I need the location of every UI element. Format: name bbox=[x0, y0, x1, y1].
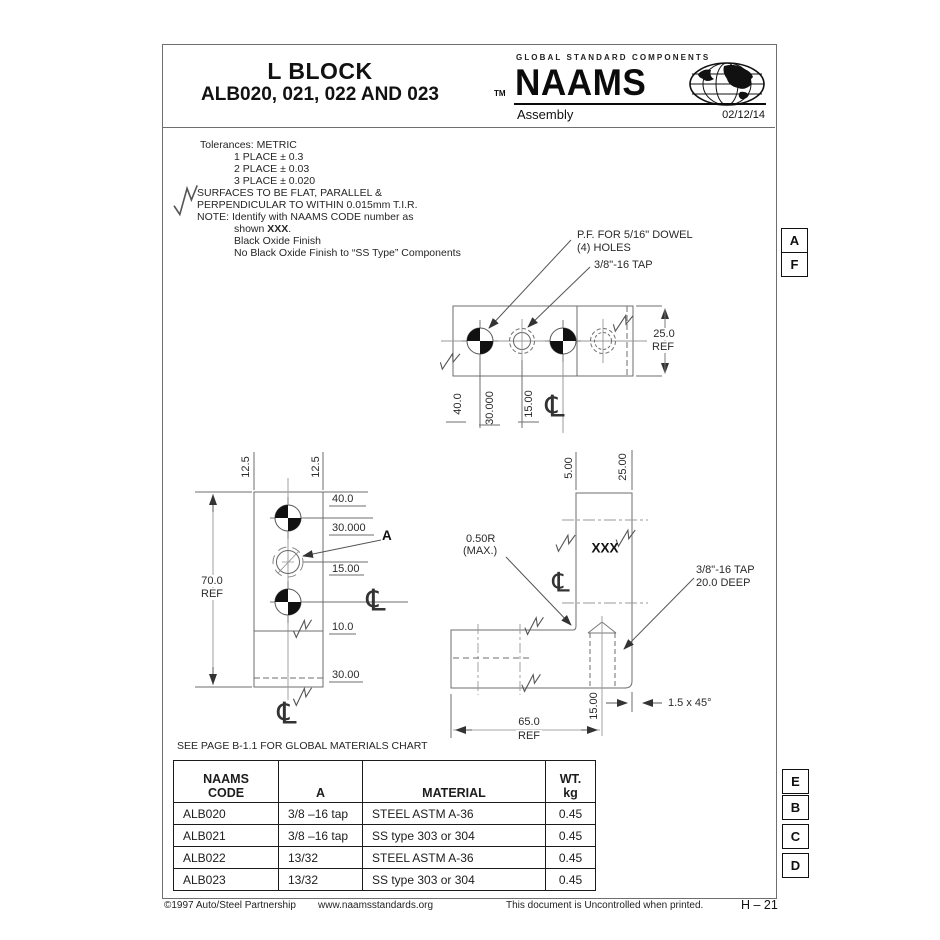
globe-icon bbox=[688, 61, 768, 109]
col-header-naams-code: NAAMS CODE bbox=[174, 761, 279, 803]
cell-material: SS type 303 or 304 bbox=[363, 825, 546, 847]
cell-wt: 0.45 bbox=[546, 847, 596, 869]
website-link: www.naamsstandards.org bbox=[318, 900, 434, 911]
zone-marker-f: F bbox=[781, 252, 808, 277]
brand-subtitle: Assembly bbox=[517, 107, 574, 122]
brand-logo-text: NAAMS bbox=[515, 62, 647, 103]
cell-a: 13/32 bbox=[279, 847, 363, 869]
page-title: L BLOCK bbox=[267, 58, 373, 84]
dim-label: 30.000 bbox=[332, 522, 366, 534]
revision-date: 02/12/14 bbox=[722, 109, 765, 121]
dim-label: 40.0 bbox=[452, 393, 464, 415]
cell-code: ALB021 bbox=[174, 825, 279, 847]
cell-code: ALB020 bbox=[174, 803, 279, 825]
tolerance-line: 2 PLACE ± 0.03 bbox=[234, 163, 310, 175]
table-row bbox=[174, 847, 596, 869]
brand-underline bbox=[514, 103, 766, 105]
col-header-a: A bbox=[279, 761, 363, 803]
materials-table bbox=[173, 760, 596, 891]
finish-flag-icon bbox=[439, 349, 460, 373]
radius-callout-line2: (MAX.) bbox=[463, 545, 498, 557]
dowel-callout-line2: (4) HOLES bbox=[577, 242, 631, 254]
dim-label: 10.0 bbox=[332, 621, 354, 633]
tap-depth-callout-line2: 20.0 DEEP bbox=[696, 577, 751, 589]
dim-label: 40.0 bbox=[332, 493, 354, 505]
cell-wt: 0.45 bbox=[546, 869, 596, 891]
zone-marker-a: A bbox=[781, 228, 808, 253]
finish-note-line1: Black Oxide Finish bbox=[234, 235, 321, 247]
dim-label: 15.00 bbox=[523, 390, 535, 418]
cell-wt: 0.45 bbox=[546, 825, 596, 847]
dim-label: REF bbox=[201, 588, 223, 600]
brand-tagline: GLOBAL STANDARD COMPONENTS bbox=[516, 53, 711, 62]
datum-target-icon bbox=[462, 320, 498, 362]
centerline-symbol: ℄ bbox=[277, 696, 297, 732]
dim-label: 30.000 bbox=[484, 391, 496, 425]
dim-label: REF bbox=[518, 730, 540, 742]
cell-material: STEEL ASTM A-36 bbox=[363, 803, 546, 825]
cell-code: ALB023 bbox=[174, 869, 279, 891]
centerline-symbol: ℄ bbox=[552, 567, 570, 599]
dim-label: 15.00 bbox=[332, 563, 360, 575]
hole-a-label: A bbox=[382, 528, 392, 543]
finish-flag-icon bbox=[174, 185, 197, 214]
cell-a: 3/8 –16 tap bbox=[279, 803, 363, 825]
zone-marker-c: C bbox=[782, 824, 809, 849]
tap-depth-callout-line1: 3/8"-16 TAP bbox=[696, 564, 755, 576]
copyright-text: ©1997 Auto/Steel Partnership bbox=[164, 900, 296, 911]
materials-chart-note: SEE PAGE B-1.1 FOR GLOBAL MATERIALS CHART bbox=[177, 740, 428, 752]
id-note-line1: NOTE: Identify with NAAMS CODE number as bbox=[197, 211, 414, 223]
centerline-symbol: ℄ bbox=[366, 583, 386, 619]
trademark-label: TM bbox=[494, 89, 506, 98]
finish-flag-icon bbox=[292, 617, 311, 639]
page-number: H – 21 bbox=[741, 898, 778, 912]
finish-flag-icon bbox=[524, 614, 544, 637]
col-header-material: MATERIAL bbox=[363, 761, 546, 803]
note-pre: shown bbox=[234, 223, 268, 235]
xxx-mark: XXX bbox=[267, 223, 289, 235]
chamfer-label: 1.5 x 45° bbox=[668, 697, 712, 709]
cell-material: STEEL ASTM A-36 bbox=[363, 847, 546, 869]
datum-target-icon bbox=[270, 581, 306, 623]
zone-marker-d: D bbox=[782, 853, 809, 878]
dowel-callout-line1: P.F. FOR 5/16" DOWEL bbox=[577, 229, 693, 241]
zone-marker-b: B bbox=[782, 795, 809, 820]
table-row bbox=[174, 869, 596, 891]
tap-callout: 3/8"-16 TAP bbox=[594, 259, 653, 271]
uncontrolled-notice: This document is Uncontrolled when printed. bbox=[506, 900, 704, 911]
table-row bbox=[174, 825, 596, 847]
centerline-symbol: ℄ bbox=[545, 389, 565, 425]
surface-note-line2: PERPENDICULAR TO WITHIN 0.015mm T.I.R. bbox=[197, 199, 418, 211]
finish-flag-icon bbox=[555, 531, 576, 554]
cell-a: 3/8 –16 tap bbox=[279, 825, 363, 847]
col-header-wt: WT. kg bbox=[546, 761, 596, 803]
tolerance-title: Tolerances: METRIC bbox=[200, 139, 297, 151]
cell-a: 13/32 bbox=[279, 869, 363, 891]
dim-label: 25.00 bbox=[617, 453, 629, 481]
dim-label: 65.0 bbox=[518, 716, 540, 728]
dim-label: 30.00 bbox=[332, 669, 360, 681]
radius-callout-line1: 0.50R bbox=[466, 533, 496, 545]
note-post: . bbox=[288, 223, 292, 235]
dim-label: 15.00 bbox=[588, 692, 600, 720]
cell-wt: 0.45 bbox=[546, 803, 596, 825]
finish-flag-icon bbox=[521, 671, 541, 694]
dim-label: REF bbox=[652, 341, 674, 353]
dim-label: 12.5 bbox=[310, 456, 322, 478]
tolerance-line: 3 PLACE ± 0.020 bbox=[234, 175, 316, 187]
table-row bbox=[174, 803, 596, 825]
table-header-row bbox=[174, 761, 596, 803]
finish-note-line2: No Black Oxide Finish to “SS Type” Components bbox=[234, 247, 461, 259]
dim-label: 70.0 bbox=[201, 575, 223, 587]
zone-marker-e: E bbox=[782, 769, 809, 794]
tolerance-line: 1 PLACE ± 0.3 bbox=[234, 151, 304, 163]
page-subtitle: ALB020, 021, 022 AND 023 bbox=[201, 84, 439, 105]
dim-label: 12.5 bbox=[240, 456, 252, 478]
cell-material: SS type 303 or 304 bbox=[363, 869, 546, 891]
datum-target-icon bbox=[545, 320, 581, 362]
part-identification-mark: XXX bbox=[591, 540, 619, 556]
surface-note-line1: SURFACES TO BE FLAT, PARALLEL & bbox=[197, 187, 382, 199]
finish-flag-icon bbox=[612, 311, 633, 335]
cell-code: ALB022 bbox=[174, 847, 279, 869]
datum-target-icon bbox=[270, 497, 306, 539]
dim-label: 25.0 bbox=[653, 328, 675, 340]
dim-label: 5.00 bbox=[563, 457, 575, 479]
